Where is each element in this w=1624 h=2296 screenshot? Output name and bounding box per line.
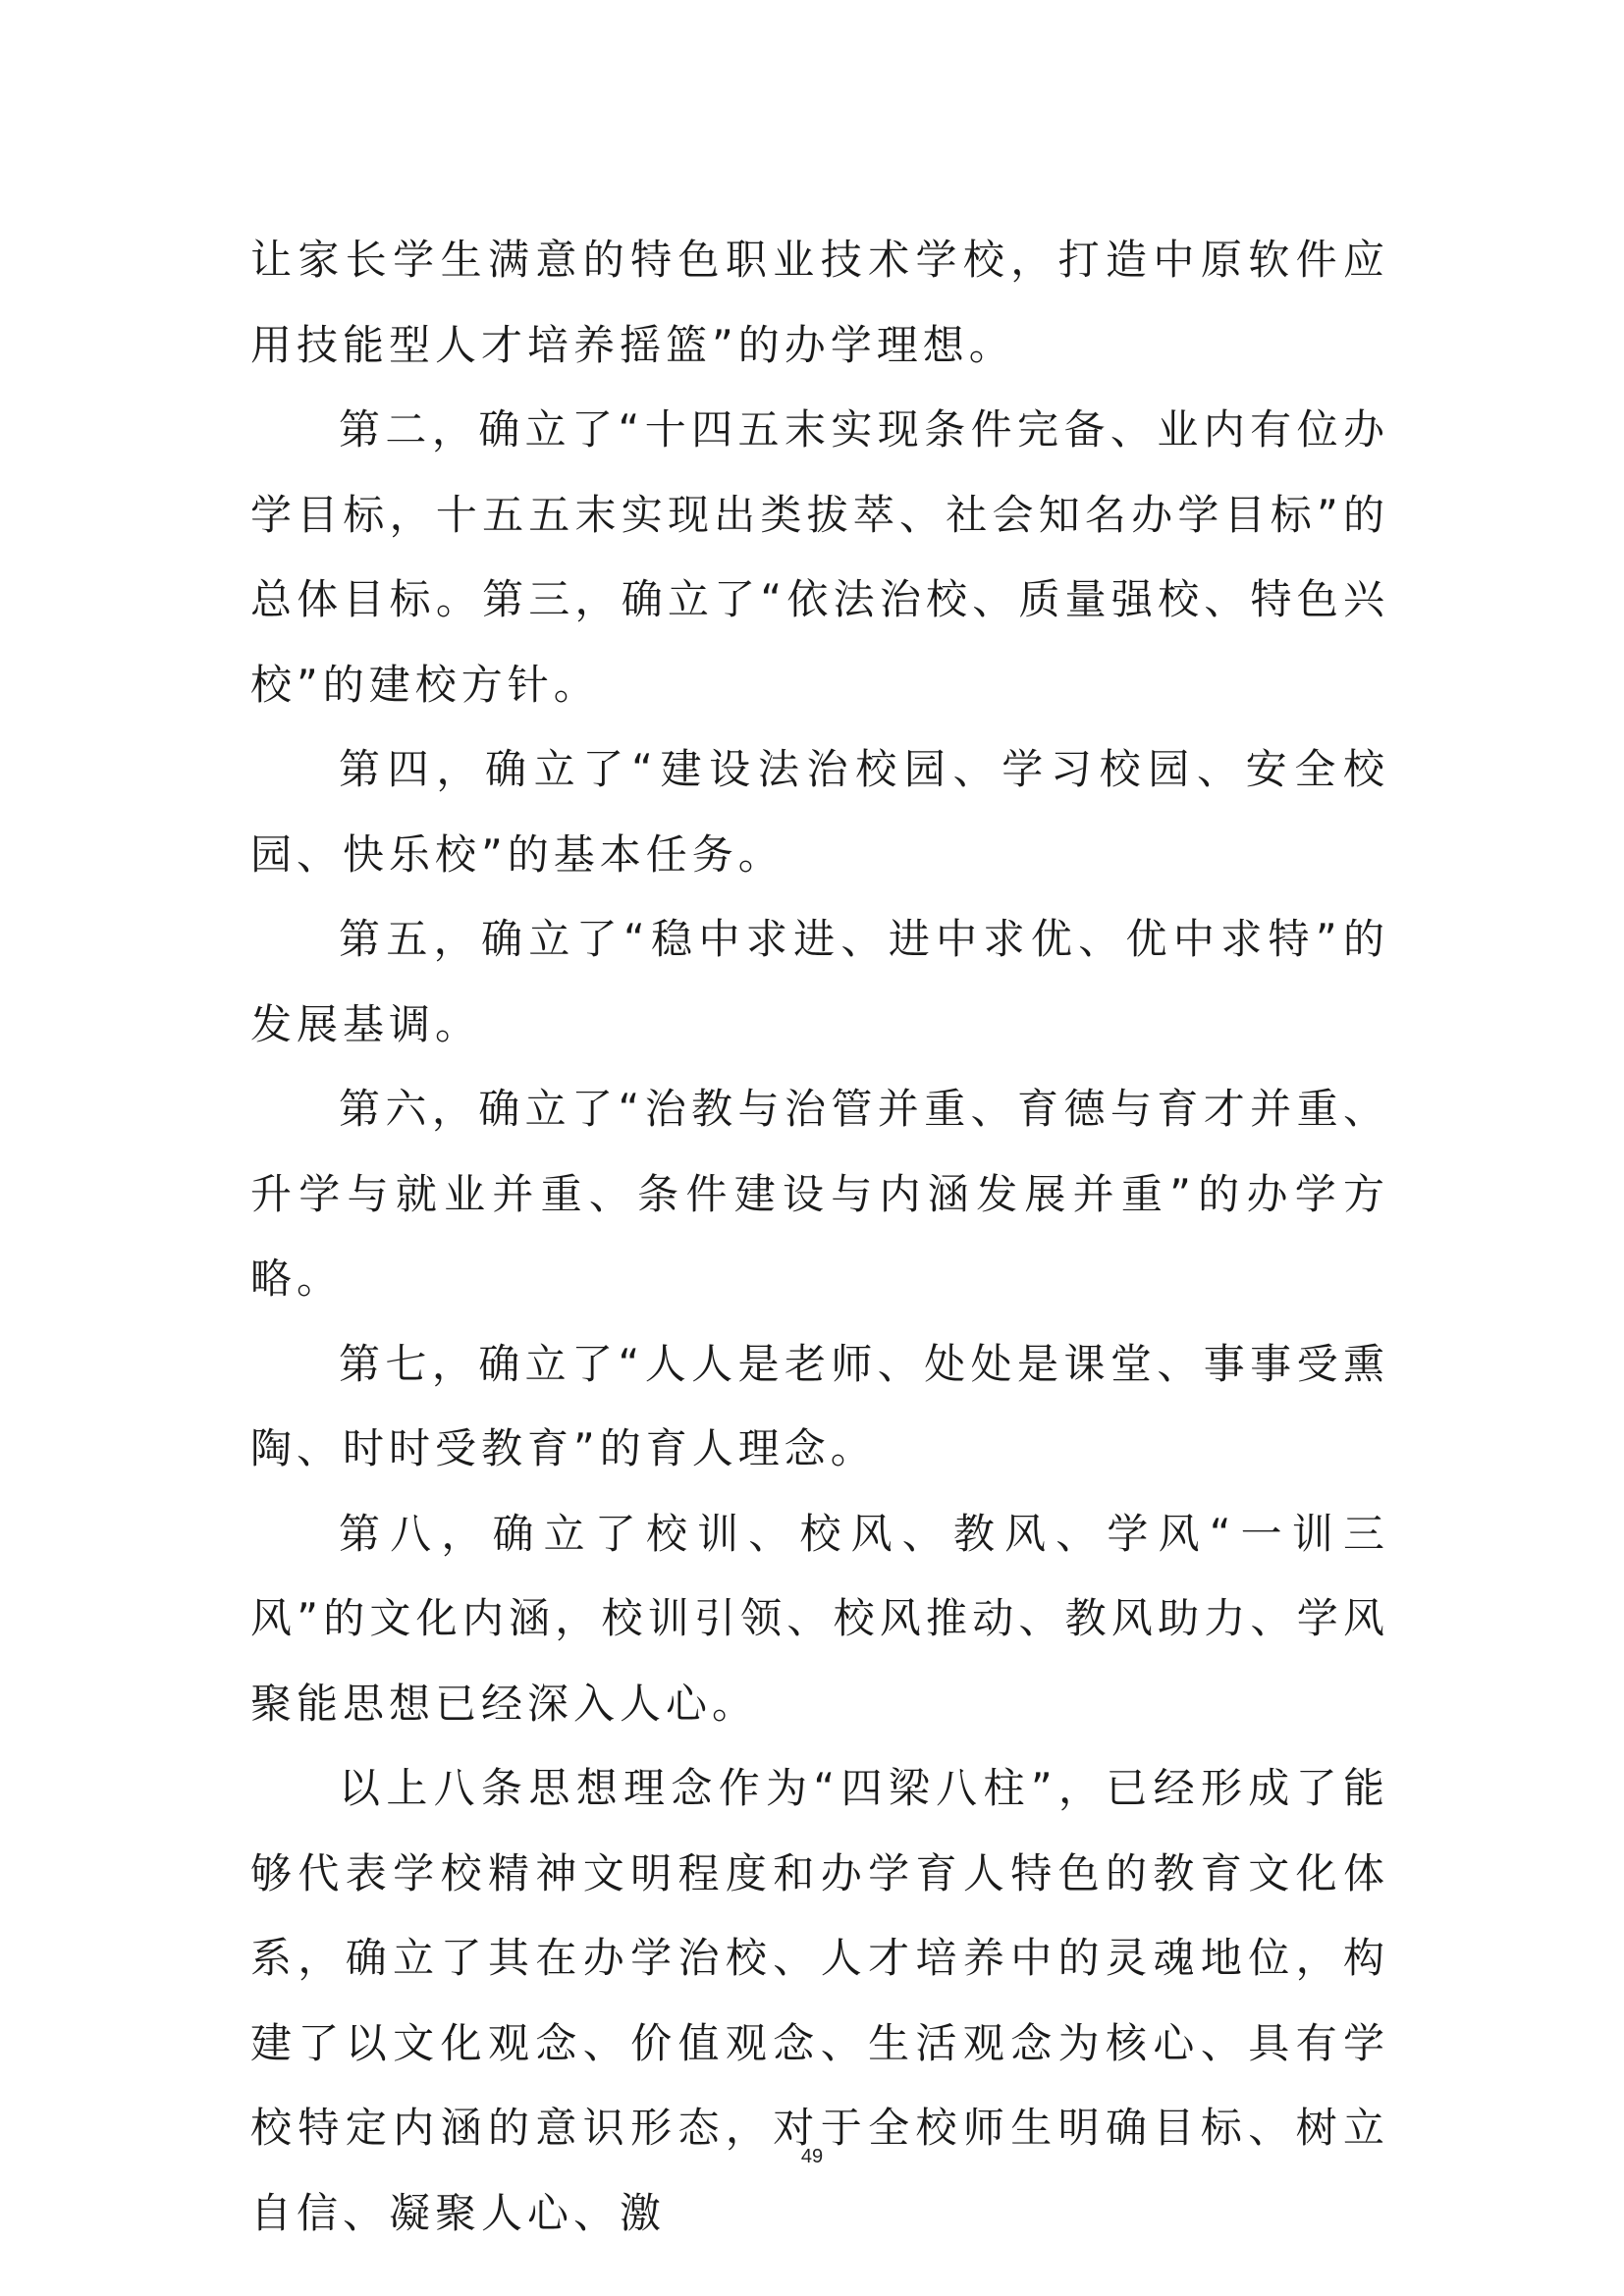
paragraph-fifth: 第五，确立了“稳中求进、进中求优、优中求特”的发展基调。 <box>250 915 1389 1048</box>
paragraph-continuation: 让家长学生满意的特色职业技术学校，打造中原软件应用技能型人才培养摇篮”的办学理想。 <box>250 236 1389 369</box>
paragraph-summary: 以上八条思想理念作为“四梁八柱”，已经形成了能够代表学校精神文明程度和办学育人特色的教育文化体系，确立了其在办学治校、人才培养中的灵魂地位，构建了以文化观念、价值观念、生活观念为核心、具有学校特定内涵的意识形态，对于全校师生明确目标、树立自信、凝聚人心、激 <box>250 1764 1389 2237</box>
paragraph-eighth: 第八，确立了校训、校风、教风、学风“一训三风”的文化内涵，校训引领、校风推动、教风助力、学风聚能思想已经深入人心。 <box>250 1509 1389 1728</box>
paragraph-sixth: 第六，确立了“治教与治管并重、育德与育才并重、升学与就业并重、条件建设与内涵发展并重”的办学方略。 <box>250 1085 1389 1303</box>
paragraph-fourth: 第四，确立了“建设法治校园、学习校园、安全校园、快乐校”的基本任务。 <box>250 745 1389 879</box>
document-body <box>250 218 1389 2256</box>
page-number: 49 <box>800 2146 824 2167</box>
paragraph-second-third: 第二，确立了“十四五末实现条件完备、业内有位办学目标，十五五末实现出类拔萃、社会知名办学目标”的总体目标。第三，确立了“依法治校、质量强校、特色兴校”的建校方针。 <box>250 405 1389 709</box>
paragraph-seventh: 第七，确立了“人人是老师、处处是课堂、事事受熏陶、时时受教育”的育人理念。 <box>250 1339 1389 1472</box>
